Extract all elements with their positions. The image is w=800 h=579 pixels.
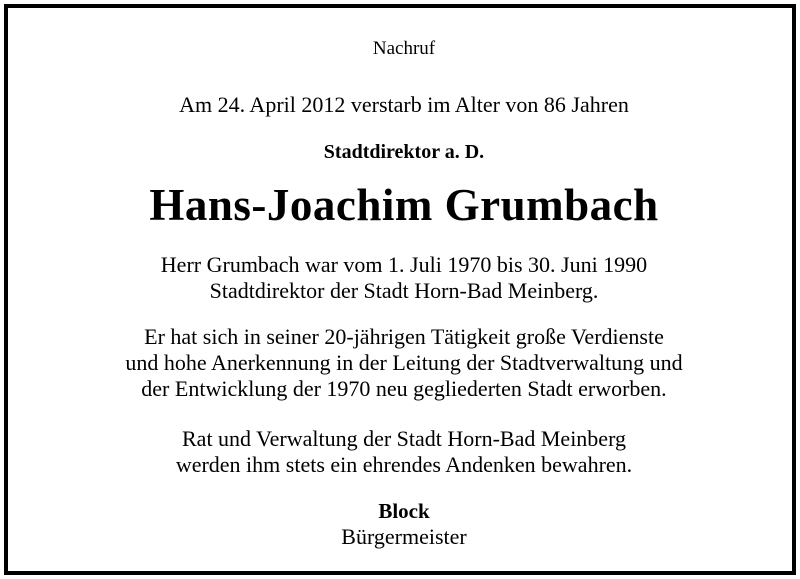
paragraph-line: und hohe Anerkennung in der Leitung der Stadtverwaltung und (125, 350, 683, 375)
obituary-notice (4, 4, 796, 575)
merits-paragraph (8, 324, 800, 402)
deceased-name: Hans-Joachim Grumbach (149, 180, 659, 230)
paragraph-line: Herr Grumbach war vom 1. Juli 1970 bis 30. Juni 1990 (160, 252, 648, 277)
signatory-title: Bürgermeister (341, 524, 467, 549)
paragraph-line: Stadtdirektor der Stadt Horn-Bad Meinberg. (209, 278, 599, 303)
remembrance-paragraph (8, 426, 800, 478)
deceased-title: Stadtdirektor a. D. (323, 141, 485, 163)
paragraph-line: Rat und Verwaltung der Stadt Horn-Bad Meinberg (182, 426, 626, 451)
tenure-paragraph (8, 252, 800, 304)
paragraph-line: der Entwicklung der 1970 neu gegliederten Stadt erworben. (141, 376, 667, 401)
paragraph-line: Er hat sich in seiner 20-jährigen Tätigkeit große Verdienste (144, 324, 664, 349)
death-announcement: Am 24. April 2012 verstarb im Alter von 86 Jahren (179, 92, 629, 117)
paragraph-line: werden ihm stets ein ehrendes Andenken bewahren. (175, 452, 633, 477)
notice-heading: Nachruf (372, 38, 436, 59)
signatory-name: Block (378, 499, 430, 523)
